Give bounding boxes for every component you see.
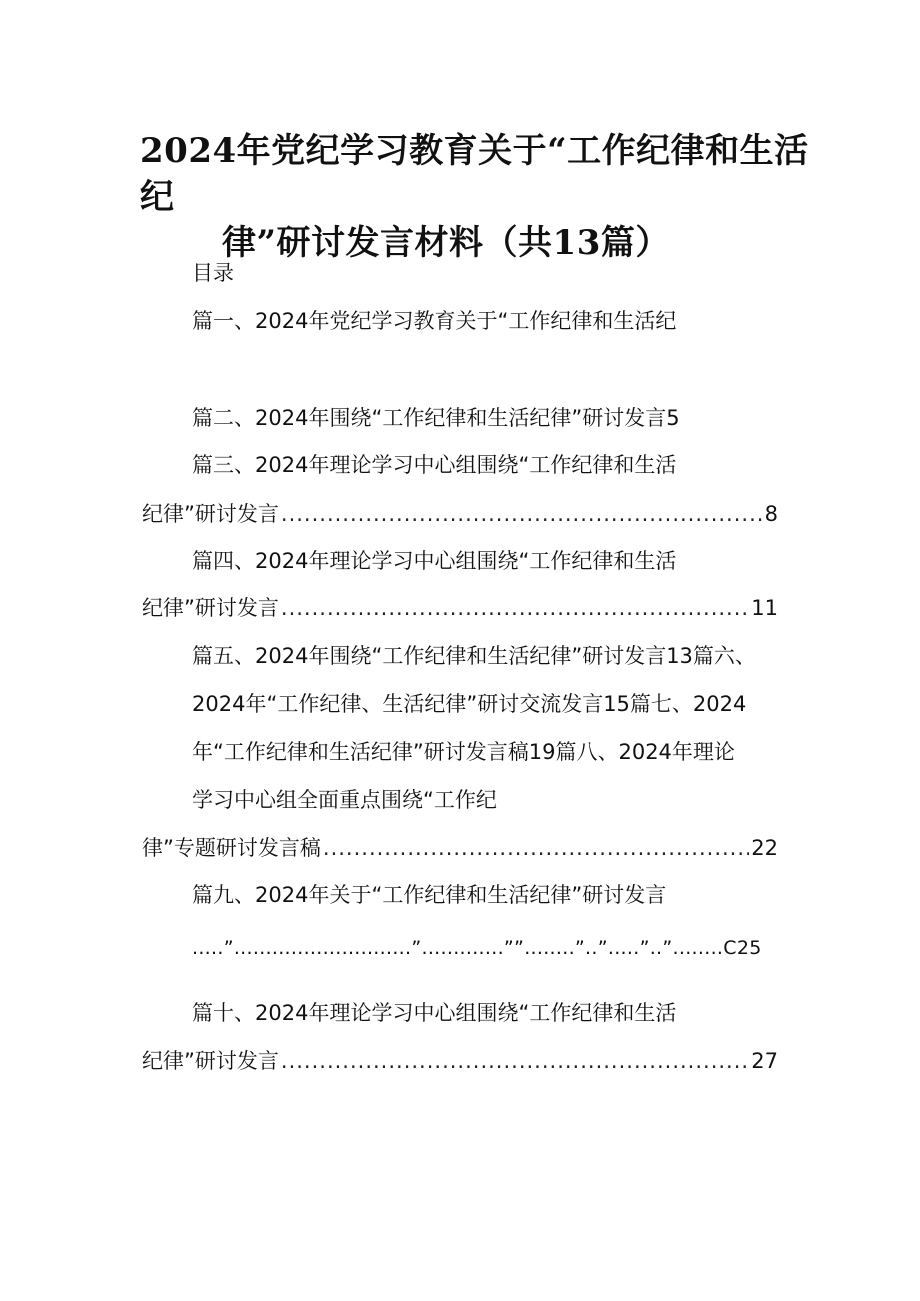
toc-entry-5-line-2[interactable]: 2024年“工作纪律、生活纪律”研讨交流发言15篇七、2024 (192, 692, 747, 716)
toc-entry-3-text: 纪律”研讨发言 (142, 502, 279, 526)
toc-entry-4-text: 纪律”研讨发言 (142, 596, 279, 620)
title-line-1: 2024年党纪学习教育关于“工作纪律和生活纪 (140, 131, 809, 217)
toc-entry-3-page: 8 (764, 502, 778, 526)
toc-entry-4[interactable]: 篇四、2024年理论学习中心组围绕“工作纪律和生活 (192, 549, 677, 573)
toc-entry-9[interactable]: 篇九、2024年关于“工作纪律和生活纪律”研讨发言 (192, 883, 667, 907)
toc-entry-8-page: 22 (751, 836, 778, 860)
toc-entry-5-line-4[interactable]: 学习中心组全面重点围绕“工作纪 (192, 788, 497, 812)
toc-entry-1[interactable]: 篇一、2024年党纪学习教育关于“工作纪律和生活纪 (192, 309, 677, 333)
toc-heading: 目录 (192, 261, 234, 285)
dot-leader (281, 593, 749, 623)
dot-leader (281, 499, 763, 529)
toc-entry-8-text: 律”专题研讨发言稿 (142, 836, 321, 860)
document-title (140, 128, 820, 266)
toc-entry-10-continued[interactable] (142, 1046, 778, 1076)
toc-entry-2[interactable]: 篇二、2024年围绕“工作纪律和生活纪律”研讨发言5 (192, 406, 680, 430)
toc-entry-4-continued[interactable] (142, 593, 778, 623)
toc-entry-5[interactable]: 篇五、2024年围绕“工作纪律和生活纪律”研讨发言13篇六、 (192, 644, 756, 668)
toc-entry-8-continued[interactable] (142, 833, 778, 863)
dot-leader (281, 1046, 749, 1076)
toc-entry-10-page: 27 (751, 1049, 778, 1073)
toc-entry-5-line-3[interactable]: 年“工作纪律和生活纪律”研讨发言稿19篇八、2024年理论 (192, 740, 735, 764)
toc-entry-4-page: 11 (751, 596, 778, 620)
toc-entry-3-continued[interactable] (142, 499, 778, 529)
title-line-2: 律”研讨发言材料（共13篇） (222, 223, 670, 263)
toc-entry-10-text: 纪律”研讨发言 (142, 1049, 279, 1073)
dot-leader (323, 833, 749, 863)
toc-entry-9-leader[interactable]: .....”............................”.............””........”..”.....”..”........C25 (192, 937, 762, 959)
toc-entry-10[interactable]: 篇十、2024年理论学习中心组围绕“工作纪律和生活 (192, 1001, 677, 1025)
toc-entry-3[interactable]: 篇三、2024年理论学习中心组围绕“工作纪律和生活 (192, 453, 677, 477)
